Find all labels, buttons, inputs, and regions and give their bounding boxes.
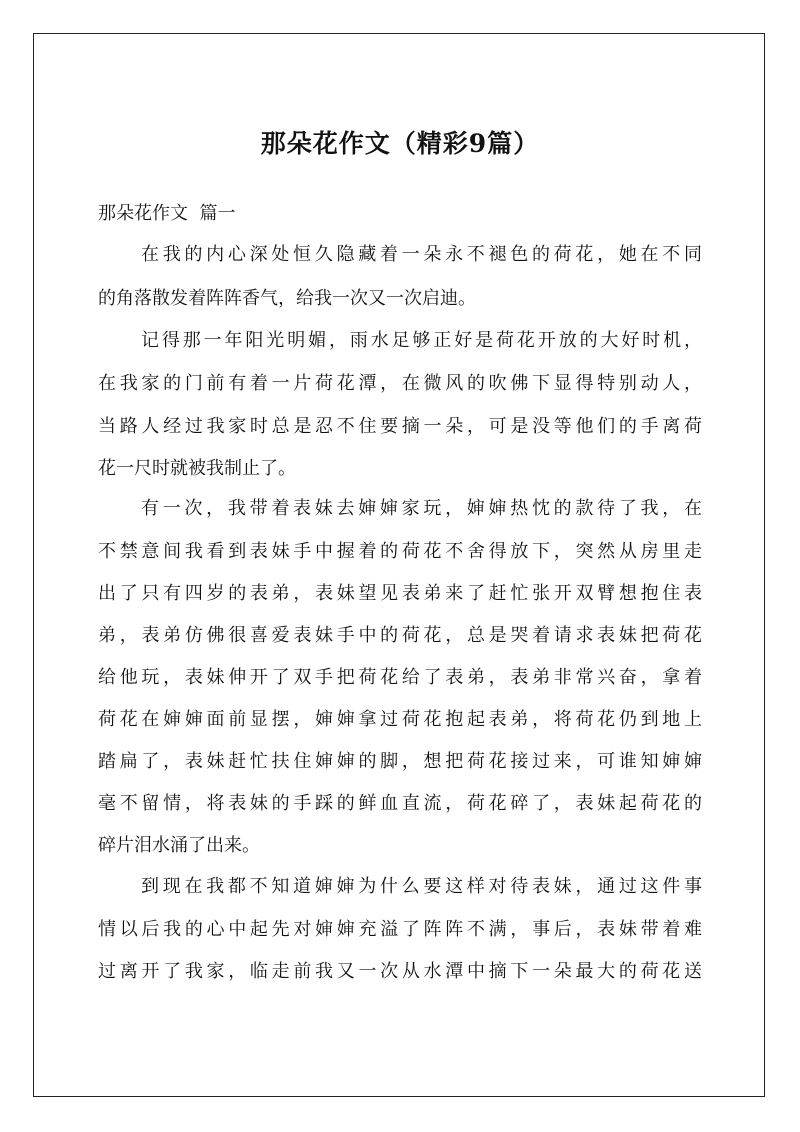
paragraph-line: 出了只有四岁的表弟，表妹望见表弟来了赶忙张开双臂想抱住表 [98, 583, 702, 604]
section-heading: 那朵花作文 篇一 [98, 203, 236, 224]
paragraph-line: 花一尺时就被我制止了。 [98, 458, 296, 479]
paragraph-line: 有一次，我带着表妹去婶婶家玩，婶婶热忱的款待了我，在 [141, 498, 702, 519]
paragraph-line: 碎片泪水涌了出来。 [98, 835, 260, 856]
document-title: 那朵花作文（精彩9篇） [260, 129, 540, 158]
paragraph-line: 当路人经过我家时总是忍不住要摘一朵，可是没等他们的手离荷 [98, 416, 702, 437]
paragraph-line: 的角落散发着阵阵香气，给我一次又一次启迪。 [98, 288, 476, 309]
paragraph-line: 荷花在婶婶面前显摆，婶婶拿过荷花抱起表弟，将荷花仍到地上 [98, 709, 702, 730]
paragraph-line: 过离开了我家，临走前我又一次从水潭中摘下一朵最大的荷花送 [98, 961, 702, 982]
paragraph-line: 在我家的门前有着一片荷花潭，在微风的吹佛下显得特别动人， [98, 373, 702, 394]
paragraph-line: 毫不留情，将表妹的手踩的鲜血直流，荷花碎了，表妹起荷花的 [98, 793, 702, 814]
paragraph-line: 记得那一年阳光明媚，雨水足够正好是荷花开放的大好时机， [141, 330, 702, 351]
paragraph-line: 踏扁了，表妹赶忙扶住婶婶的脚，想把荷花接过来，可谁知婶婶 [98, 751, 702, 772]
paragraph-line: 在我的内心深处恒久隐藏着一朵永不褪色的荷花，她在不同 [141, 244, 702, 265]
paragraph-line: 弟，表弟仿佛很喜爱表妹手中的荷花，总是哭着请求表妹把荷花 [98, 625, 702, 646]
paragraph-line: 情以后我的心中起先对婶婶充溢了阵阵不满，事后，表妹带着难 [98, 919, 702, 940]
paragraph-line: 给他玩，表妹伸开了双手把荷花给了表弟，表弟非常兴奋，拿着 [98, 667, 702, 688]
paragraph-line: 不禁意间我看到表妹手中握着的荷花不舍得放下，突然从房里走 [98, 541, 702, 562]
paragraph-line: 到现在我都不知道婶婶为什么要这样对待表妹，通过这件事 [141, 876, 702, 897]
